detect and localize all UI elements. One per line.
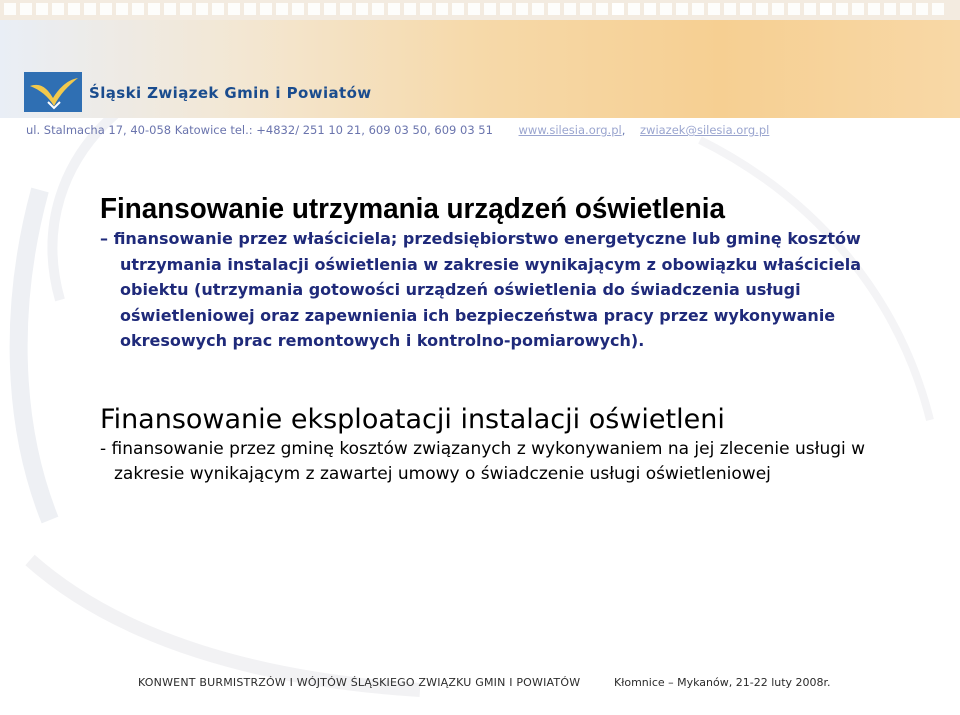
header-banner bbox=[0, 0, 960, 118]
header-tile-strip bbox=[0, 0, 960, 20]
footer-place-date: Kłomnice – Mykanów, 21-22 luty 2008r. bbox=[614, 676, 831, 689]
section-body-maintenance: – finansowanie przez właściciela; przedsiębiorstwo energetyczne lub gminę kosztów utrzymania instalacji oświetlenia w zakresie wynikającym z obowiązku właściciela obiektu (utrzymania gotowości urządzeń oświetlenia do świadczenia usługi oświetleniowej oraz zapewnienia ich bezpieczeństwa pracy przez wykonywanie okresowych prac remontowych i kontrolno-pomiarowych). bbox=[100, 229, 862, 350]
bird-logo-icon bbox=[24, 72, 82, 112]
section-title-maintenance: Finansowanie utrzymania urządzeń oświetlenia bbox=[100, 193, 726, 225]
footer-convention: KONWENT BURMISTRZÓW I WÓJTÓW ŚLĄSKIEGO ZWIĄZKU GMIN I POWIATÓW bbox=[138, 676, 581, 689]
slide-content bbox=[100, 192, 890, 488]
section-body-operation: - finansowanie przez gminę kosztów związanych z wykonywaniem na jej zlecenie usługi w zakresie wynikającym z zawartej umowy o świadczenie usługi oświetleniowej bbox=[100, 438, 866, 484]
contact-separator: , bbox=[621, 123, 626, 137]
website-link[interactable]: www.silesia.org.pl bbox=[518, 123, 622, 137]
organization-name: Śląski Związek Gmin i Powiatów bbox=[89, 84, 372, 102]
email-link[interactable]: zwiazek@silesia.org.pl bbox=[640, 123, 770, 137]
contact-row bbox=[26, 123, 769, 137]
address-text: ul. Stalmacha 17, 40-058 Katowice tel.: +4832/ 251 10 21, 609 03 50, 609 03 51 bbox=[26, 123, 493, 137]
section-title-operation: Finansowanie eksploatacji instalacji oświetleni bbox=[100, 403, 725, 435]
section-operation bbox=[100, 403, 890, 488]
